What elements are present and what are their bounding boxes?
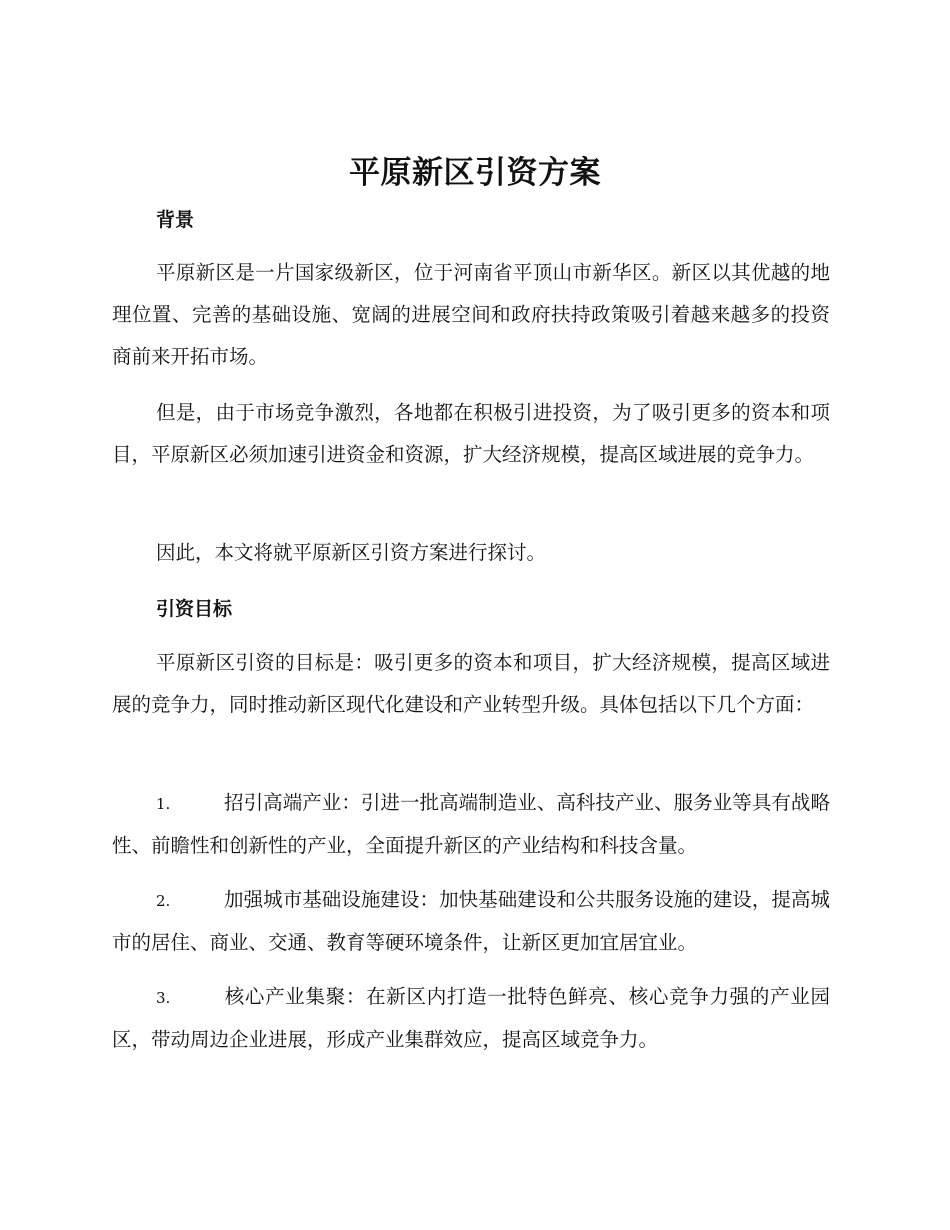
list-item-text: 加强城市基础设施建设：加快基础建设和公共服务设施的建设，提高城市的居住、商业、交通、教育等硬环境条件，让新区更加宜居宜业。 (112, 888, 830, 954)
list-item-number: 1. (156, 795, 171, 813)
paragraph: 但是，由于市场竞争激烈，各地都在积极引进投资，为了吸引更多的资本和项目，平原新区必须加速引进资金和资源，扩大经济规模，提高区域进展的竞争力。 (112, 401, 830, 466)
list-item-text: 招引高端产业：引进一批高端制造业、高科技产业、服务业等具有战略性、前瞻性和创新性的产业，全面提升新区的产业结构和科技含量。 (112, 791, 830, 857)
paragraph: 平原新区引资的目标是：吸引更多的资本和项目，扩大经济规模，提高区域进展的竞争力，同时推动新区现代化建设和产业转型升级。具体包括以下几个方面： (112, 651, 830, 716)
section-heading-investment-goals: 引资目标 (156, 598, 233, 620)
list-item-number: 2. (156, 892, 171, 910)
list-item-text: 核心产业集聚：在新区内打造一批特色鲜亮、核心竞争力强的产业园区，带动周边企业进展，形成产业集群效应，提高区域竞争力。 (112, 985, 830, 1051)
document-title: 平原新区引资方案 (349, 155, 601, 191)
paragraph: 平原新区是一片国家级新区，位于河南省平顶山市新华区。新区以其优越的地理位置、完善的基础设施、宽阔的进展空间和政府扶持政策吸引着越来越多的投资商前来开拓市场。 (112, 261, 830, 368)
list-item (112, 976, 830, 1061)
list-item (112, 879, 830, 964)
list-item-number: 3. (156, 989, 171, 1007)
list-item (112, 782, 830, 867)
section-heading-background: 背景 (156, 209, 195, 231)
paragraph: 因此，本文将就平原新区引资方案进行探讨。 (156, 541, 547, 564)
